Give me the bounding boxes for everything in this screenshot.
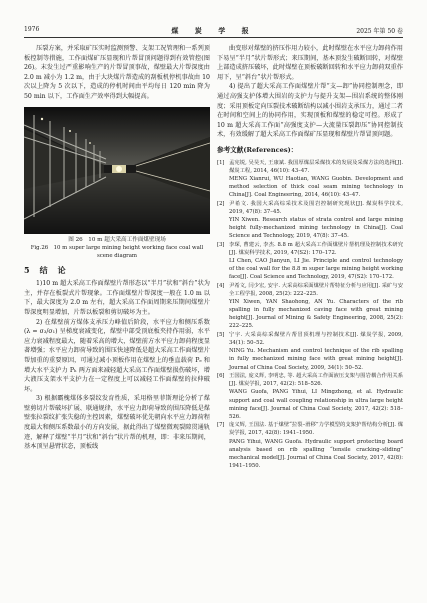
conclusion-2: 2) 在煤壁前方煤体支承压力峰值后阶段，水平应力和侧压系数 (λ = σ₃/σ₁) 呈梯度衰减变化，煤壁中部受顶底板夹持作用弱，水平应力衰减程度最大，随着采高的增大，煤壁前方水平应力卸荷程度显著增强；水平应力卸荷导致的围压快速降低是超大采高工作面煤壁片帮加重的重要原因，可通过减小顶板作用在煤壁上的垂直载荷 Pₑ 和增大水平支护力 Pₕ 两方面来减轻超大采高工作面煤壁损伤破坏，增大液压支架水平支护力在一定程度上可以减轻工作面煤壁的拉伸破坏。 <box>24 318 210 393</box>
reference-number: [3] <box>217 241 225 248</box>
reference-text: 尹希文. 我国大采高综采技术及围岩控制研究现状[J]. 煤炭科学技术, 2019, 47(8): 37–45. <box>229 200 403 215</box>
reference-item <box>217 438 403 470</box>
reference-text: 尹希文, 闫少宏, 安宇. 大采高综采面煤壁片帮特征分析与应用[J]. 采矿与安全工程学报, 2008, 25(2): 222–225. <box>229 282 403 297</box>
header-rule <box>24 37 403 38</box>
journal-title: 煤 炭 学 报 <box>171 26 256 35</box>
reference-number: [1] <box>217 159 225 166</box>
reference-text: NING Yu. Mechanism and control technique of the rib spalling in fully mechanized mining face with great mining height[J]. Journal of China Coal Society, 2009, 34(1): 50–52. <box>229 348 403 371</box>
figure-26 <box>24 107 210 260</box>
reference-text: 李琛, 曹建云, 李杰. 8.8 m 超大采高工作面煤壁片帮机理及控制技术研究[J]. 煤炭科学技术, 2019, 47(S2): 170–172. <box>229 241 403 256</box>
reference-item <box>217 347 403 371</box>
reference-item <box>217 331 403 347</box>
body-paragraph: 压裂方案，并采取矿压实时监测预警、支架工况管理和一系列顶板控制等措施，工作面煤矿压显现和片帮冒顶问题得到有效管控(图 26)。末发生过严重影响生产的片帮冒顶事故，煤壁最大片帮深度由 2.0 m 减小为 1.2 m，由于大块煤片帮造成的刮板机停机事故由 10 次以上降为 5 次以下，造成的停机时间由平均每日 120 min 降为 50 min 以下，工作面生产效率得到大幅提高。 <box>24 45 210 100</box>
reference-list <box>217 159 403 470</box>
reference-text: MENG Xianrui, WU Haotian, WANG Guobin. Development and method selection of thick coal seam mining technology in China[J]. Coal Engineering, 2014, 46(10): 43–47. <box>229 176 403 199</box>
conclusion-1: 1)10 m 超大采高工作面煤壁片帮形态以“半月”状和“斜台”状为主，并存在板裂式片帮现象。工作面煤壁片帮深度一般在 1.0 m 以下，最大深度为 2.0 m 左右，超大采高工作面周期来压期间煤壁片帮深度明显增加，片帮以板裂和剪切破坏为主。 <box>24 280 210 316</box>
reference-text: 宁宇. 大采高综采煤壁片帮冒顶机理与控制技术[J]. 煤炭学报, 2009, 34(1): 50–52. <box>229 331 403 346</box>
page-header <box>24 26 403 36</box>
reference-text: YIN Xiwen, YAN Shaohong, AN Yu. Characters of the rib spalling in fully mechanized caving face with great mining height[J]. Journal of Mining & Safety Engineering, 2008, 25(2): 222–225. <box>229 299 403 330</box>
reference-number: [2] <box>217 200 225 207</box>
reference-item <box>217 388 403 420</box>
reference-item <box>217 159 403 175</box>
reference-text: 庞义辉, 王国法. 基于煤壁“拉裂–滑移”力学模型的支架护帮结构分析[J]. 煤炭学报, 2017, 42(8): 1941–1950. <box>229 422 403 437</box>
body-paragraph: 曲变形对煤壁的挤压作用力较小，此时煤壁在水平应力卸荷作用下易呈“半月”状片帮形式；来压期间，基本顶发生破断回转，对煤壁上部造成挤压破坏，此时煤壁在顶板破断回转和水平应力卸荷双重作用下，呈“斜台”状片帮形式。 <box>217 45 403 81</box>
reference-item <box>217 298 403 330</box>
reference-item <box>217 372 403 388</box>
right-column <box>217 44 403 470</box>
reference-text: WANG Guofa, PANG Yihui, LI Mingzhong, et al. Hydraulic support and coal wall coupling relationship in ultra large height mining face[J]. Journal of China Coal Society, 2017, 42(2): 518–526. <box>229 389 403 420</box>
reference-text: PANG Yihui, WANG Guofa. Hydraulic support protecting board analysis based on rib spalling “tensile cracking–sliding” mechanical model[J]. Journal of China Coal Society, 2017, 42(8): 1941–1950. <box>229 438 403 469</box>
reference-text: LI Chen, CAO Jianyun, LI Jie. Principle and control technology of the coal wall for the 8.8 m super large mining height working face[J]. Coal Science and Technology, 2019, 47(S2): 170–172. <box>229 258 403 281</box>
reference-item <box>217 241 403 257</box>
reference-item <box>217 282 403 298</box>
reference-item <box>217 175 403 199</box>
page-number: 1976 <box>24 26 40 33</box>
reference-item <box>217 421 403 437</box>
conclusion-3: 3) 根据霸槐煤体多裂纹发育性质，采用格里菲斯理论分析了煤壁剪切片帮破坏扩展、联通规律，水平应力卸荷导致的围压降低是煤壁张拉裂纹扩张失稳的主控因素，煤壁破坏优先朝向水平应力卸荷程度最大和侧压系数最小的方向发展，据此得出了煤壁微观裂隙贯通轨迹，解释了煤壁“半月”状和“斜台”状片帮的机理，即：非来压期间，基本顶呈悬臂状态，顶板线 <box>24 395 210 451</box>
reference-number: [7] <box>217 422 225 429</box>
reference-item <box>217 257 403 281</box>
issue-info: 2025 年第 50 卷 <box>356 28 403 35</box>
references-title: 参考文献(References)： <box>217 145 298 154</box>
reference-number: [6] <box>217 372 225 379</box>
figure-caption-cn: 图 26 10 m 超大采高工作面煤壁现场 <box>68 236 166 243</box>
conclusion-4: 4) 提出了超大采高工作面煤壁片帮“支—卸”协同控制理念，即通过高强支护体增大围岩的支护力与提升支架—围岩系统的整体刚度；采用顶板定向压裂技术破断结构以减小围岩支承压力，通过二者在时间和空间上的协同作用，实现顶板和煤壁的稳定可控。形成了 10 m 超大采高工作面“高强度支护—大流量压裂卸压”协同控制技术，有效缓解了超大采高工作面煤矿压显现和煤壁片帮冒顶问题。 <box>217 83 403 139</box>
reference-number: [5] <box>217 331 225 338</box>
left-column <box>24 44 210 452</box>
reference-item <box>217 216 403 240</box>
reference-text: 孟宪锐, 吴昊天, 王康斌. 我国厚煤层采煤技术的发展及采煤方法的选择[J]. 煤炭工程, 2014, 46(10): 43–47. <box>229 159 403 174</box>
coal-wall-photo-art <box>24 107 210 234</box>
reference-text: YIN Xiwen. Research status of strata control and large mining height fully-mechanized mining technology in China[J]. Coal Science and Technology, 2019, 47(8): 37–45. <box>229 217 403 240</box>
reference-item <box>217 200 403 216</box>
reference-number: [4] <box>217 282 225 289</box>
figure-caption-en: Fig.26 10 m super large mining height working face coal wall scene diagram <box>30 244 204 259</box>
section-title-conclusions: 5 结 论 <box>24 264 67 275</box>
coal-wall-photo <box>24 107 210 234</box>
reference-text: 王国法, 庞义辉, 李明忠, 等. 超大采高工作面液压支架与围岩耦合作用关系[J]. 煤炭学报, 2017, 42(2): 518–526. <box>229 372 403 388</box>
